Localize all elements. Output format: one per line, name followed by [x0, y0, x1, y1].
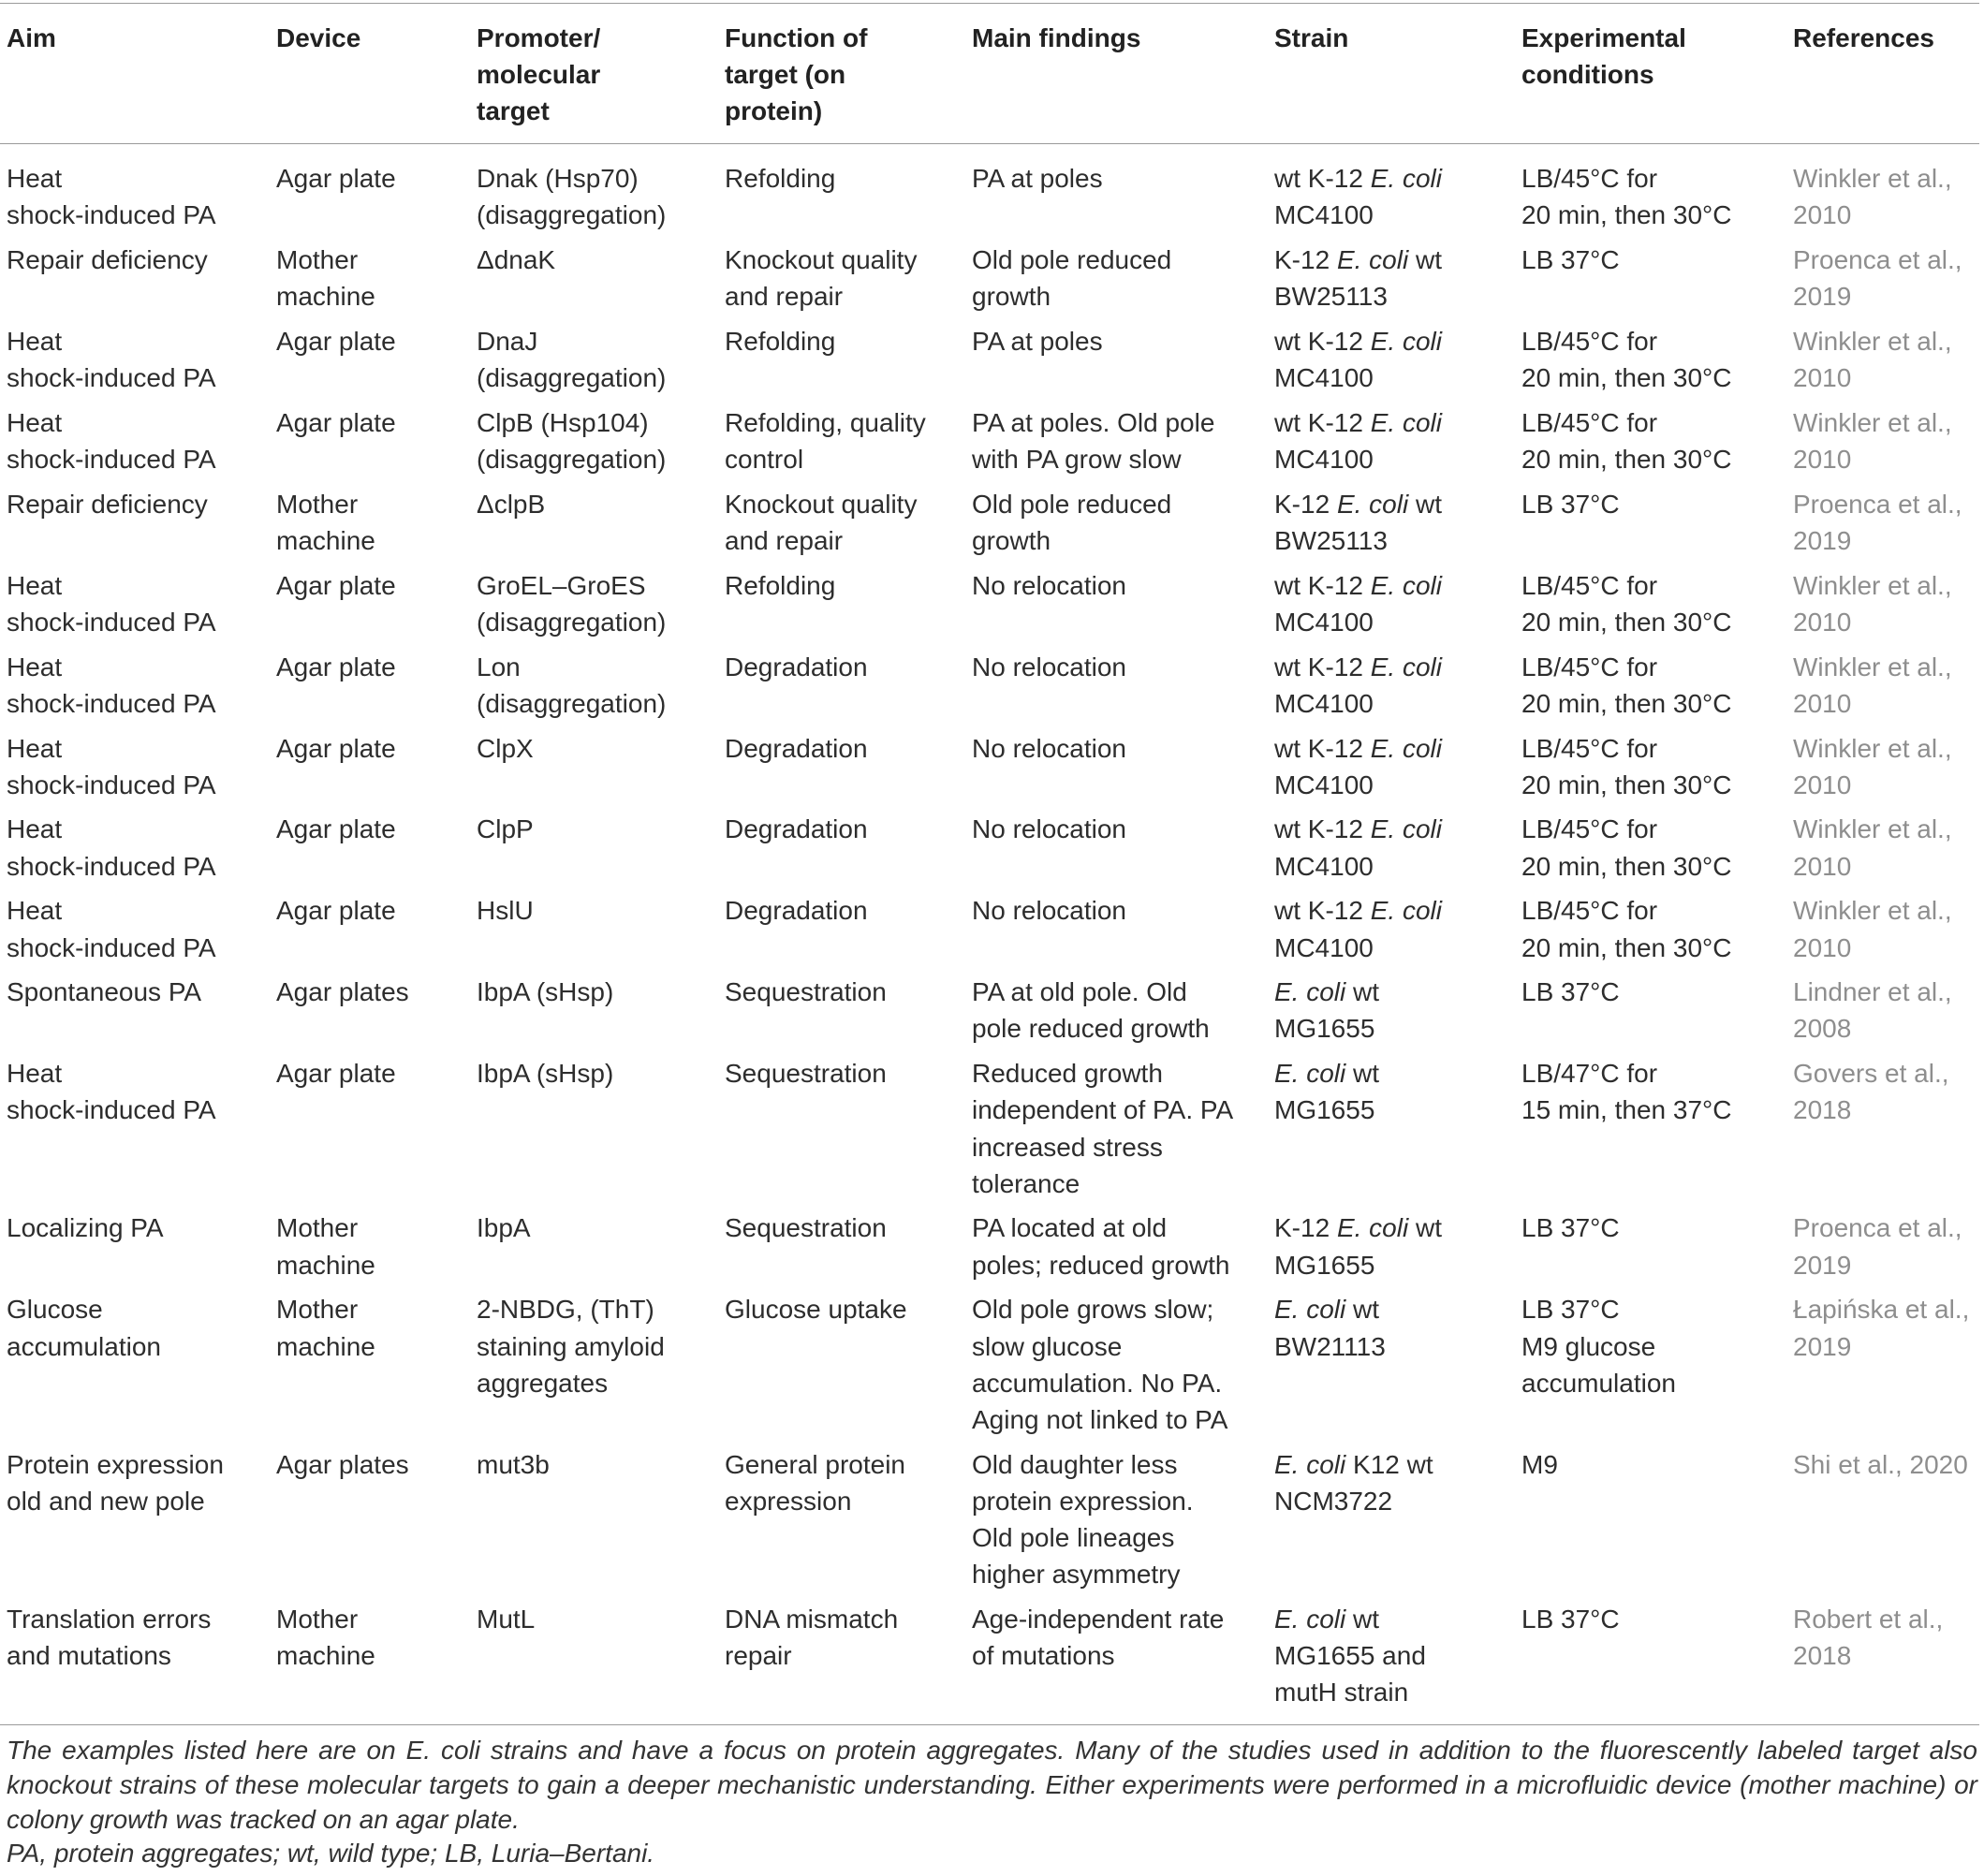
cell-device: Mother machine — [276, 245, 375, 312]
cell-aim: Glucose accumulation — [7, 1295, 161, 1361]
species-name: E. coli — [1274, 1295, 1346, 1325]
species-name: E. coli — [1370, 407, 1442, 437]
cell-references — [1786, 1206, 1979, 1287]
cell-promoter-target: GroEL–GroES (disaggregation) — [477, 570, 667, 637]
cell-device: Agar plate — [276, 896, 396, 926]
reference-link[interactable]: Winkler et al., 2010 — [1793, 407, 1952, 475]
cell-main-findings: PA at poles — [972, 327, 1103, 357]
cell-function: Sequestration — [725, 1213, 887, 1243]
table-footnote — [7, 1734, 1977, 1871]
cell-experimental-conditions: LB/45°C for 20 min, then 30°C — [1521, 407, 1732, 475]
strain-text: wt MG1655 and mutH strain — [1274, 1605, 1426, 1707]
cell-experimental-conditions: LB/45°C for 20 min, then 30°C — [1521, 164, 1732, 230]
strain-text: MC4100 — [1274, 607, 1374, 637]
reference-link[interactable]: Winkler et al., 2010 — [1793, 896, 1952, 962]
cell-aim: Heat shock-induced PA — [7, 407, 216, 475]
strain-text: wt K-12 — [1274, 164, 1371, 194]
cell-references — [1786, 143, 1979, 238]
cell-aim: Spontaneous PA — [7, 977, 202, 1007]
cell-function: DNA mismatch repair — [725, 1605, 899, 1671]
strain-text: K12 wt NCM3722 — [1274, 1449, 1433, 1516]
cell-strain — [1268, 143, 1515, 238]
cell-aim: Heat shock-induced PA — [7, 164, 216, 230]
column-header-strain: Strain — [1268, 4, 1515, 144]
cell-experimental-conditions: LB/45°C for 20 min, then 30°C — [1521, 652, 1732, 718]
reference-link[interactable]: Robert et al., 2018 — [1793, 1605, 1944, 1671]
cell-experimental-conditions: LB/45°C for 20 min, then 30°C — [1521, 570, 1732, 637]
cell-references — [1786, 319, 1979, 401]
species-name: E. coli — [1274, 1059, 1346, 1089]
species-name: E. coli — [1274, 1605, 1346, 1634]
cell-device: Agar plate — [276, 733, 396, 763]
cell-aim: Translation errors and mutations — [7, 1605, 212, 1671]
cell-function: Refolding — [725, 327, 836, 357]
cell-promoter-target: Dnak (Hsp70) (disaggregation) — [477, 164, 667, 230]
cell-function: Sequestration — [725, 977, 887, 1007]
table-row — [0, 970, 1979, 1051]
cell-references — [1786, 482, 1979, 564]
species-name: E. coli — [1370, 570, 1442, 600]
table-row — [0, 143, 1979, 238]
cell-device: Agar plate — [276, 652, 396, 682]
cell-experimental-conditions: LB 37°C — [1521, 1213, 1620, 1243]
table-row — [0, 319, 1979, 401]
strain-text: wt MG1655 — [1274, 1059, 1380, 1125]
cell-function: Degradation — [725, 896, 868, 926]
cell-references — [1786, 238, 1979, 319]
cell-promoter-target: HslU — [477, 896, 534, 926]
cell-function: General protein expression — [725, 1449, 906, 1516]
cell-references — [1786, 563, 1979, 644]
cell-main-findings: Old daughter less protein expression. Old pole lineages higher asymmetry — [972, 1449, 1194, 1590]
cell-references — [1786, 888, 1979, 970]
cell-strain — [1268, 1051, 1515, 1206]
cell-aim: Protein expression old and new pole — [7, 1449, 224, 1516]
cell-main-findings: Age-independent rate of mutations — [972, 1605, 1225, 1671]
cell-references — [1786, 1597, 1979, 1724]
table-row — [0, 482, 1979, 564]
strain-text: K-12 — [1274, 245, 1337, 275]
cell-device: Agar plate — [276, 814, 396, 844]
species-name: E. coli — [1370, 164, 1442, 194]
cell-main-findings: Reduced growth independent of PA. PA increased stress tolerance — [972, 1059, 1234, 1198]
cell-strain — [1268, 563, 1515, 644]
cell-function: Knockout quality and repair — [725, 245, 918, 312]
table-row — [0, 1051, 1979, 1206]
cell-experimental-conditions: LB 37°C — [1521, 1605, 1620, 1634]
cell-promoter-target: IbpA (sHsp) — [477, 977, 614, 1007]
cell-aim: Heat shock-induced PA — [7, 896, 216, 962]
cell-promoter-target: Lon (disaggregation) — [477, 652, 667, 718]
table-row — [0, 563, 1979, 644]
strain-text: wt BW21113 — [1274, 1295, 1386, 1361]
cell-experimental-conditions: LB 37°C M9 glucose accumulation — [1521, 1295, 1676, 1398]
cell-device: Agar plate — [276, 570, 396, 600]
cell-aim: Repair deficiency — [7, 489, 208, 519]
cell-promoter-target: MutL — [477, 1605, 536, 1634]
strain-text: wt K-12 — [1274, 407, 1371, 437]
cell-device: Mother machine — [276, 489, 375, 556]
cell-function: Refolding, quality control — [725, 407, 926, 475]
reference-link[interactable]: Winkler et al., 2010 — [1793, 814, 1952, 881]
cell-strain — [1268, 807, 1515, 888]
column-header-experimental-conditions: Experimental conditions — [1515, 4, 1786, 144]
cell-device: Agar plate — [276, 327, 396, 357]
strain-text: MC4100 — [1274, 851, 1374, 881]
table-row — [0, 1206, 1979, 1287]
cell-promoter-target: ClpP — [477, 814, 534, 844]
table-row — [0, 401, 1979, 482]
cell-strain — [1268, 725, 1515, 807]
cell-references — [1786, 970, 1979, 1051]
table-row — [0, 644, 1979, 725]
cell-device: Mother machine — [276, 1605, 375, 1671]
cell-aim: Localizing PA — [7, 1213, 164, 1243]
reference-link[interactable]: Proenca et al., 2019 — [1793, 489, 1962, 556]
table-row — [0, 1442, 1979, 1596]
cell-function: Sequestration — [725, 1059, 887, 1089]
cell-promoter-target: ClpB (Hsp104) (disaggregation) — [477, 407, 667, 475]
column-header-main-findings: Main findings — [965, 4, 1268, 144]
column-header-device: Device — [270, 4, 470, 144]
cell-experimental-conditions: LB/45°C for 20 min, then 30°C — [1521, 733, 1732, 799]
cell-references — [1786, 644, 1979, 725]
species-name: E. coli — [1336, 245, 1409, 275]
cell-promoter-target: mut3b — [477, 1449, 550, 1479]
cell-references — [1786, 1287, 1979, 1442]
strain-text: K-12 — [1274, 1213, 1337, 1243]
cell-device: Agar plate — [276, 407, 396, 437]
cell-strain — [1268, 319, 1515, 401]
cell-aim: Heat shock-induced PA — [7, 652, 216, 718]
cell-device: Agar plates — [276, 1449, 409, 1479]
cell-strain — [1268, 482, 1515, 564]
strain-text: MC4100 — [1274, 932, 1374, 962]
cell-function: Glucose uptake — [725, 1295, 907, 1325]
cell-function: Degradation — [725, 814, 868, 844]
cell-device: Mother machine — [276, 1295, 375, 1361]
species-name: E. coli — [1336, 1213, 1409, 1243]
cell-aim: Heat shock-induced PA — [7, 814, 216, 881]
strain-text: MC4100 — [1274, 200, 1374, 230]
cell-main-findings: Old pole grows slow; slow glucose accumulation. No PA. Aging not linked to PA — [972, 1295, 1228, 1434]
reference-link[interactable]: Shi et al., 2020 — [1793, 1449, 1968, 1479]
cell-strain — [1268, 1206, 1515, 1287]
cell-device: Agar plate — [276, 164, 396, 194]
cell-aim: Heat shock-induced PA — [7, 327, 216, 393]
cell-strain — [1268, 401, 1515, 482]
strain-text: wt K-12 — [1274, 733, 1371, 763]
column-header-function: Function of target (on protein) — [718, 4, 965, 144]
cell-promoter-target: IbpA — [477, 1213, 531, 1243]
footnote-note: The examples listed here are on E. coli strains and have a focus on protein aggregates. Many of the studies used in addition to the fluorescently labeled target also knockout strains of these molecular targets to gain a deeper mechanistic understanding. Either experiments were performed in a microfluidic device (mother machine) or colony growth was tracked on an agar plate. — [7, 1736, 1977, 1834]
cell-experimental-conditions: LB 37°C — [1521, 245, 1620, 275]
cell-references — [1786, 1051, 1979, 1206]
cell-experimental-conditions: LB 37°C — [1521, 489, 1620, 519]
species-name: E. coli — [1336, 489, 1409, 519]
cell-strain — [1268, 1442, 1515, 1596]
cell-experimental-conditions: M9 — [1521, 1449, 1558, 1479]
cell-references — [1786, 1442, 1979, 1596]
cell-function: Degradation — [725, 733, 868, 763]
cell-function: Refolding — [725, 164, 836, 194]
table-row — [0, 888, 1979, 970]
cell-main-findings: No relocation — [972, 896, 1126, 926]
cell-strain — [1268, 1597, 1515, 1724]
cell-strain — [1268, 238, 1515, 319]
table-body — [0, 143, 1979, 1724]
cell-strain — [1268, 644, 1515, 725]
cell-experimental-conditions: LB/45°C for 20 min, then 30°C — [1521, 814, 1732, 881]
species-name: E. coli — [1370, 652, 1442, 682]
reference-link[interactable]: Winkler et al., 2010 — [1793, 733, 1952, 799]
table-row — [0, 807, 1979, 888]
cell-device: Agar plate — [276, 1059, 396, 1089]
cell-main-findings: PA at old pole. Old pole reduced growth — [972, 977, 1210, 1044]
cell-main-findings: PA located at old poles; reduced growth — [972, 1213, 1230, 1280]
cell-promoter-target: ΔclpB — [477, 489, 546, 519]
header-row — [0, 4, 1979, 144]
strain-text: wt K-12 — [1274, 896, 1371, 926]
cell-main-findings: PA at poles — [972, 164, 1103, 194]
cell-main-findings: PA at poles. Old pole with PA grow slow — [972, 407, 1215, 475]
cell-promoter-target: DnaJ (disaggregation) — [477, 327, 667, 393]
column-header-references: References — [1786, 4, 1979, 144]
cell-experimental-conditions: LB/45°C for 20 min, then 30°C — [1521, 327, 1732, 393]
reference-link[interactable]: Winkler et al., 2010 — [1793, 652, 1952, 718]
strain-text: wt K-12 — [1274, 327, 1371, 357]
cell-strain — [1268, 888, 1515, 970]
cell-device: Mother machine — [276, 1213, 375, 1280]
cell-experimental-conditions: LB/45°C for 20 min, then 30°C — [1521, 896, 1732, 962]
species-name: E. coli — [1370, 896, 1442, 926]
table-row — [0, 725, 1979, 807]
cell-main-findings: No relocation — [972, 652, 1126, 682]
strain-text: wt K-12 — [1274, 570, 1371, 600]
table-row — [0, 1597, 1979, 1724]
reference-link[interactable]: Winkler et al., 2010 — [1793, 570, 1952, 637]
cell-aim: Heat shock-induced PA — [7, 733, 216, 799]
strain-text: MC4100 — [1274, 769, 1374, 799]
strain-text: wt BW25113 — [1274, 489, 1442, 556]
cell-function: Knockout quality and repair — [725, 489, 918, 556]
cell-main-findings: No relocation — [972, 814, 1126, 844]
species-name: E. coli — [1274, 1449, 1346, 1479]
data-table — [0, 3, 1979, 1725]
cell-promoter-target: 2-NBDG, (ThT) staining amyloid aggregates — [477, 1295, 665, 1398]
strain-text: wt BW25113 — [1274, 245, 1442, 312]
cell-experimental-conditions: LB 37°C — [1521, 977, 1620, 1007]
cell-device: Agar plates — [276, 977, 409, 1007]
species-name: E. coli — [1370, 327, 1442, 357]
cell-main-findings: No relocation — [972, 733, 1126, 763]
cell-function: Degradation — [725, 652, 868, 682]
cell-strain — [1268, 1287, 1515, 1442]
cell-promoter-target: ClpX — [477, 733, 534, 763]
cell-aim: Heat shock-induced PA — [7, 570, 216, 637]
strain-text: MC4100 — [1274, 363, 1374, 393]
reference-link[interactable]: Govers et al., 2018 — [1793, 1059, 1949, 1125]
strain-text: K-12 — [1274, 489, 1337, 519]
reference-link[interactable]: Winkler et al., 2010 — [1793, 327, 1952, 393]
cell-main-findings: Old pole reduced growth — [972, 245, 1172, 312]
species-name: E. coli — [1370, 814, 1442, 844]
strain-text: MC4100 — [1274, 688, 1374, 718]
reference-link[interactable]: Winkler et al., 2010 — [1793, 164, 1952, 230]
table-header — [0, 4, 1979, 144]
cell-function: Refolding — [725, 570, 836, 600]
table-row — [0, 1287, 1979, 1442]
strain-text: wt K-12 — [1274, 652, 1371, 682]
cell-references — [1786, 401, 1979, 482]
cell-main-findings: Old pole reduced growth — [972, 489, 1172, 556]
species-name: E. coli — [1274, 977, 1346, 1007]
table-row — [0, 238, 1979, 319]
reference-link[interactable]: Proenca et al., 2019 — [1793, 245, 1962, 312]
reference-link[interactable]: Lindner et al., 2008 — [1793, 977, 1952, 1044]
cell-main-findings: No relocation — [972, 570, 1126, 600]
column-header-aim: Aim — [0, 4, 270, 144]
strain-text: wt MG1655 — [1274, 977, 1380, 1044]
reference-link[interactable]: Proenca et al., 2019 — [1793, 1213, 1962, 1280]
cell-strain — [1268, 970, 1515, 1051]
strain-text: MC4100 — [1274, 445, 1374, 475]
footnote-abbreviations: PA, protein aggregates; wt, wild type; LB, Luria–Bertani. — [7, 1839, 655, 1869]
reference-link[interactable]: Łapińska et al., 2019 — [1793, 1295, 1970, 1361]
cell-aim: Heat shock-induced PA — [7, 1059, 216, 1125]
strain-text: wt MG1655 — [1274, 1213, 1442, 1280]
cell-promoter-target: ΔdnaK — [477, 245, 556, 275]
cell-promoter-target: IbpA (sHsp) — [477, 1059, 614, 1089]
species-name: E. coli — [1370, 733, 1442, 763]
cell-references — [1786, 807, 1979, 888]
column-header-promoter-target: Promoter/ molecular target — [470, 4, 718, 144]
strain-text: wt K-12 — [1274, 814, 1371, 844]
cell-references — [1786, 725, 1979, 807]
cell-experimental-conditions: LB/47°C for 15 min, then 37°C — [1521, 1059, 1732, 1125]
cell-aim: Repair deficiency — [7, 245, 208, 275]
